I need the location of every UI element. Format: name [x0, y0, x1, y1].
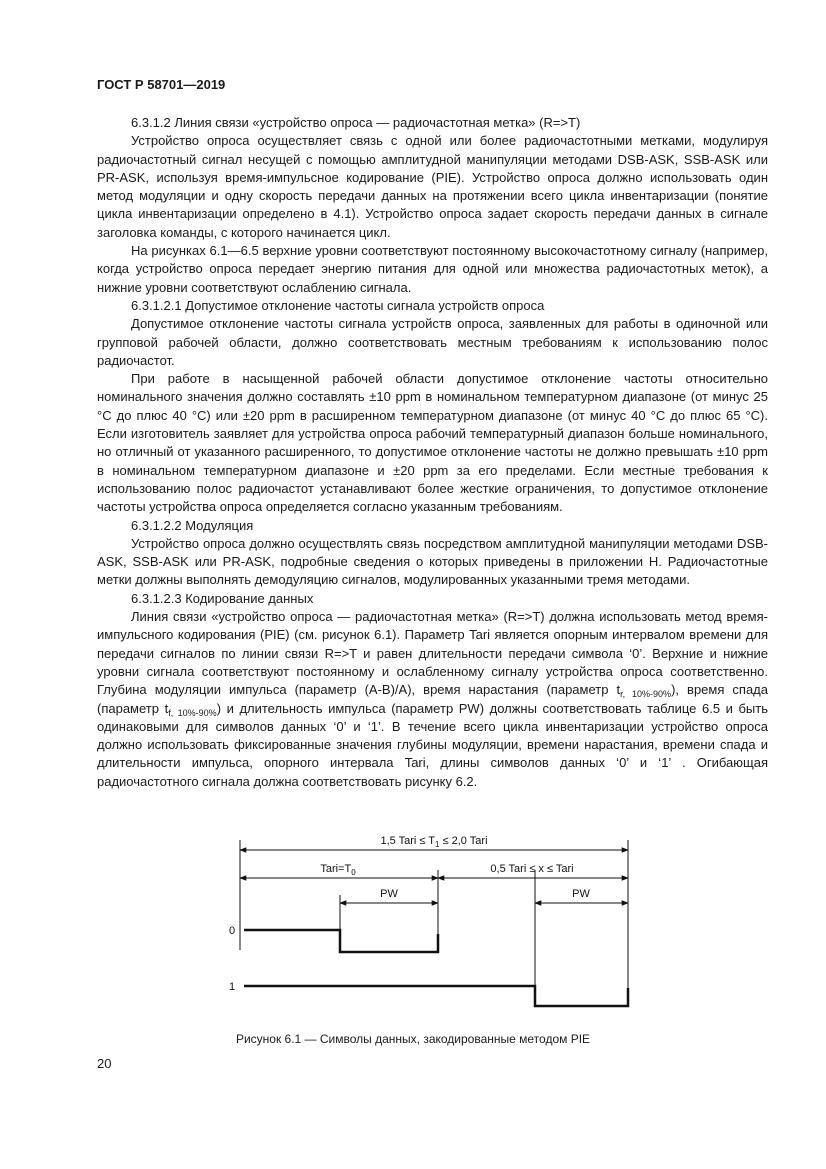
paragraph: Допустимое отклонение частоты сигнала устройств опроса, заявленных для работы в одиночной или групповой рабочей области, должно соответствовать местным требованиям к использованию полос радиочастот.: [97, 316, 768, 368]
top-dimension-label: 1,5 Tari ≤ $T_1 \le 2,0$ Tari: [380, 835, 488, 849]
pie-figure: [220, 830, 640, 1020]
tari-label: $Tari=T_0$: [320, 863, 356, 877]
pw-label: PW: [572, 888, 590, 900]
pie-diagram: [220, 830, 640, 1020]
section-heading: 6.3.1.2.3 Кодирование данных: [131, 590, 314, 606]
body-text: [97, 114, 768, 791]
x-range-label: 0,5 Tari ≤ x ≤ Tari: [490, 863, 574, 875]
paragraph: Устройство опроса осуществляет связь с одной или более радиочастотными метками, модулируя радиочастотный сигнал несущей с помощью амплитудной манипуляции методами DSB-ASK, SSB-ASK или PR-ASK, используя время-импульсное кодирование (PIE). Устройство опроса должно использовать один метод модуляции и одну скорость передачи данных на протяжении всего цикла инвентаризации (понятие цикла инвентаризации определено в 4.1). Устройство опроса задает скорость передачи данных в сигнале заголовка команды, с которого начинается цикл.: [97, 133, 768, 240]
section-heading: 6.3.1.2 Линия связи «устройство опроса — радиочастотная метка» (R=>T): [131, 115, 581, 130]
paragraph: [97, 608, 768, 791]
subscript: r, 10%-90%: [620, 689, 672, 700]
section-heading: 6.3.1.2.1 Допустимое отклонение частоты сигнала устройств опроса: [131, 297, 545, 313]
text-run: ), время спада (параметр t: [97, 682, 768, 716]
paragraph: На рисунках 6.1—6.5 верхние уровни соответствуют постоянному высокочастотному сигналу (например, когда устройство опроса передает энергию питания для одной или множества радиочастотных меток), а нижние уровни соответствуют ослаблению сигнала.: [97, 243, 768, 295]
figure-caption: Рисунок 6.1 — Символы данных, закодированные методом PIE: [235, 1032, 591, 1046]
page-number: 20: [97, 1056, 112, 1071]
text-run: Линия связи «устройство опроса — радиочастотная метка» (R=>T) должна использовать метод время-импульсного кодирования (PIE) (см. рисунок 6.1). Параметр Tari является опорным интервалом времени для передачи сигналов по линии связи R=>T и равен длительности передачи символа ‘0’. Верхние и нижние уровни сигнала соответствуют постоянному и ослабленному сигналу устройства опроса соответственно. Глубина модуляции импульса (параметр (А-В)/А), время нарастания (параметр t: [97, 609, 768, 698]
document-header: ГОСТ Р 58701—2019: [97, 77, 226, 92]
section-heading: 6.3.1.2.2 Модуляция: [131, 517, 254, 533]
symbol-0-waveform: [244, 930, 438, 952]
symbol-1-waveform: [244, 986, 628, 1006]
paragraph: При работе в насыщенной рабочей области допустимое отклонение частоты относительно номинального значения должно составлять ±10 ppm в номинальном температурном диапазоне (от минус 25 °С до плюс 40 °С) или ±20 ppm в расширенном температурном диапазоне (от минус 40 °С до плюс 65 °С). Если изготовитель заявляет для устройства опроса рабочий температурный диапазон больше номинального, но отличный от указанного расширенного, то допустимое отклонение частоты не должно превышать ±10 ppm в номинальном температурном диапазоне и ±20 ppm за его пределами. Если местные требования к использованию полос радиочастот устанавливают более жесткие ограничения, то допустимое отклонение частоты устройства опроса определяется согласно указанным требованиям.: [97, 371, 768, 515]
level-0-label: 0: [228, 925, 236, 937]
subscript: f, 10%-90%: [168, 707, 217, 718]
pw-label: PW: [380, 888, 398, 900]
paragraph: Устройство опроса должно осуществлять связь посредством амплитудной манипуляции методами DSB-ASK, SSB-ASK или PR-ASK, подробные сведения о которых приведены в приложении Н. Радиочастотные метки должны выполнять демодуляцию сигналов, модулированных указанными тремя методами.: [97, 535, 768, 588]
text-run: ) и длительность импульса (параметр PW) должны соответствовать таблице 6.5 и быть одинаковыми для символов данных ‘0’ и ‘1’. В течение всего цикла инвентаризации устройство опроса должно использовать фиксированные значения глубины модуляции, времени нарастания, времени спада и длительности импульса, опорного интервала Tari, длины символов данных ‘0’ и ‘1’ . Огибающая радиочастотного сигнала должна соответствовать рисунку 6.2.: [97, 700, 769, 789]
level-1-label: 1: [228, 981, 236, 993]
